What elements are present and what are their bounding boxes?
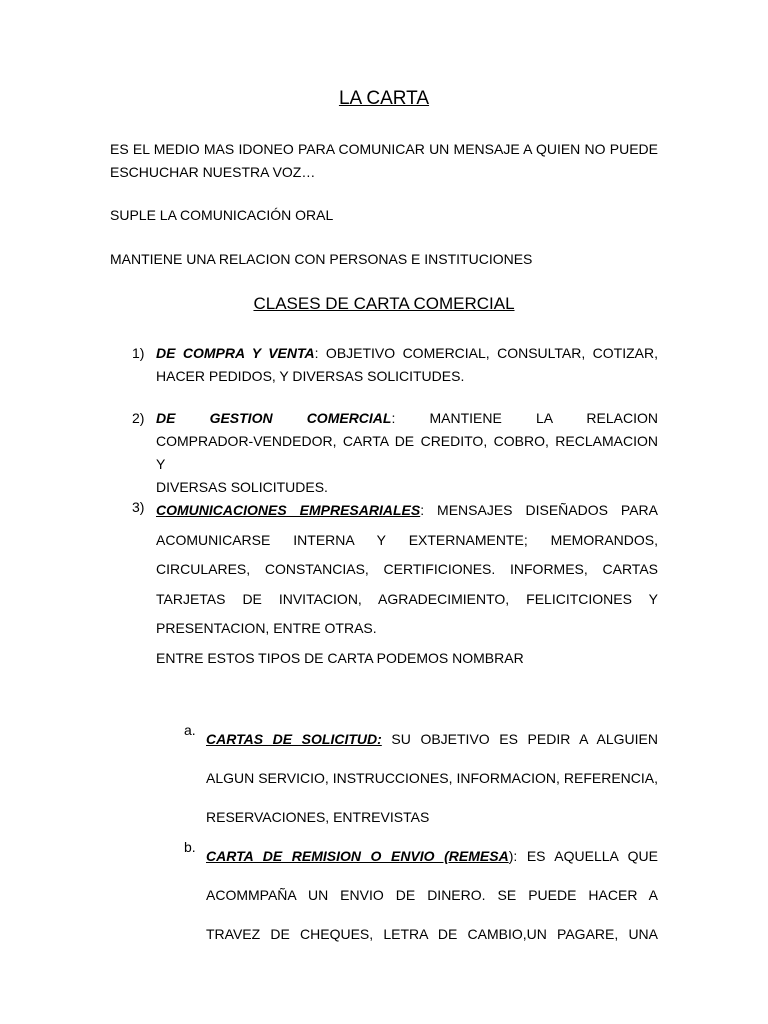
list-item-line: HACER PEDIDOS, Y DIVERSAS SOLICITUDES. <box>156 368 465 384</box>
item-lead: DE COMPRA Y VENTA <box>156 345 315 361</box>
list-item-line: CIRCULARES, CONSTANCIAS, CERTIFICIONES. INFORMES, CARTAS <box>156 561 658 577</box>
intro-line-1: ES EL MEDIO MAS IDONEO PARA COMUNICAR UN MENSAJE A QUIEN NO PUEDE <box>110 141 658 157</box>
item-number: 3) <box>132 499 145 515</box>
item-lead: DE GESTION COMERCIAL <box>156 410 392 426</box>
item-separator: : <box>420 502 425 518</box>
list-item-line: TARJETAS DE INVITACION, AGRADECIMIENTO, FELICITCIONES Y <box>156 590 658 607</box>
list-item-comunicaciones <box>156 496 658 673</box>
list-item-line: DIVERSAS SOLICITUDES. <box>156 479 328 495</box>
list-item-line: COMPRADOR-VENDEDOR, CARTA DE CREDITO, COBRO, RECLAMACION Y <box>156 433 658 472</box>
subitem-line: ALGUN SERVICIO, INSTRUCCIONES, INFORMACION, REFERENCIA, <box>206 770 658 786</box>
item-text: MANTIENE LA RELACION <box>395 410 658 426</box>
subitem-lead: CARTA DE REMISION O ENVIO (REMESA <box>206 848 509 864</box>
subitem-letter: b. <box>184 839 196 855</box>
item-text: OBJETIVO COMERCIAL, CONSULTAR, COTIZAR, <box>318 345 659 361</box>
item-text: MENSAJES DISEÑADOS PARA <box>424 502 658 518</box>
item-separator: : <box>391 410 396 426</box>
item-number: 1) <box>132 345 145 361</box>
item-number: 2) <box>132 410 145 426</box>
list-item-compra-venta <box>156 342 658 388</box>
list-item-line: ACOMUNICARSE INTERNA Y EXTERNAMENTE; MEMORANDOS, <box>156 531 658 548</box>
subitem-line: RESERVACIONES, ENTREVISTAS <box>206 809 430 825</box>
list-item-line <box>156 342 658 365</box>
list-item-line <box>156 407 658 430</box>
subitem-text: SU OBJETIVO ES PEDIR A ALGUIEN <box>381 731 659 747</box>
list-item-line: ENTRE ESTOS TIPOS DE CARTA PODEMOS NOMBRAR <box>156 649 524 666</box>
subitem-letter: a. <box>184 722 196 738</box>
list-item-line: PRESENTACION, ENTRE OTRAS. <box>156 620 377 636</box>
subitem-line: ACOMMPAÑA UN ENVIO DE DINERO. SE PUEDE HACER A <box>206 887 658 903</box>
list-item-line <box>156 496 658 526</box>
subitem-remision <box>206 837 658 954</box>
intro-line-2: ESCHUCHAR NUESTRA VOZ… <box>110 164 316 180</box>
list-item-gestion <box>156 407 658 499</box>
subitem-line: TRAVEZ DE CHEQUES, LETRA DE CAMBIO,UN PAGARE, UNA <box>206 926 658 942</box>
subitem-line <box>206 720 658 759</box>
section-title: CLASES DE CARTA COMERCIAL <box>253 294 515 313</box>
subitem-lead: CARTAS DE SOLICITUD: <box>206 731 382 747</box>
item-lead: COMUNICACIONES EMPRESARIALES <box>156 502 421 518</box>
paragraph-relacion: MANTIENE UNA RELACION CON PERSONAS E INSTITUCIONES <box>110 251 533 267</box>
subitem-solicitud <box>206 720 658 837</box>
paragraph-oral: SUPLE LA COMUNICACIÓN ORAL <box>110 207 334 223</box>
item-separator: : <box>314 345 319 361</box>
page-title: LA CARTA <box>338 88 430 109</box>
subitem-text: ): ES AQUELLA QUE <box>508 848 658 864</box>
subitem-line <box>206 837 658 876</box>
